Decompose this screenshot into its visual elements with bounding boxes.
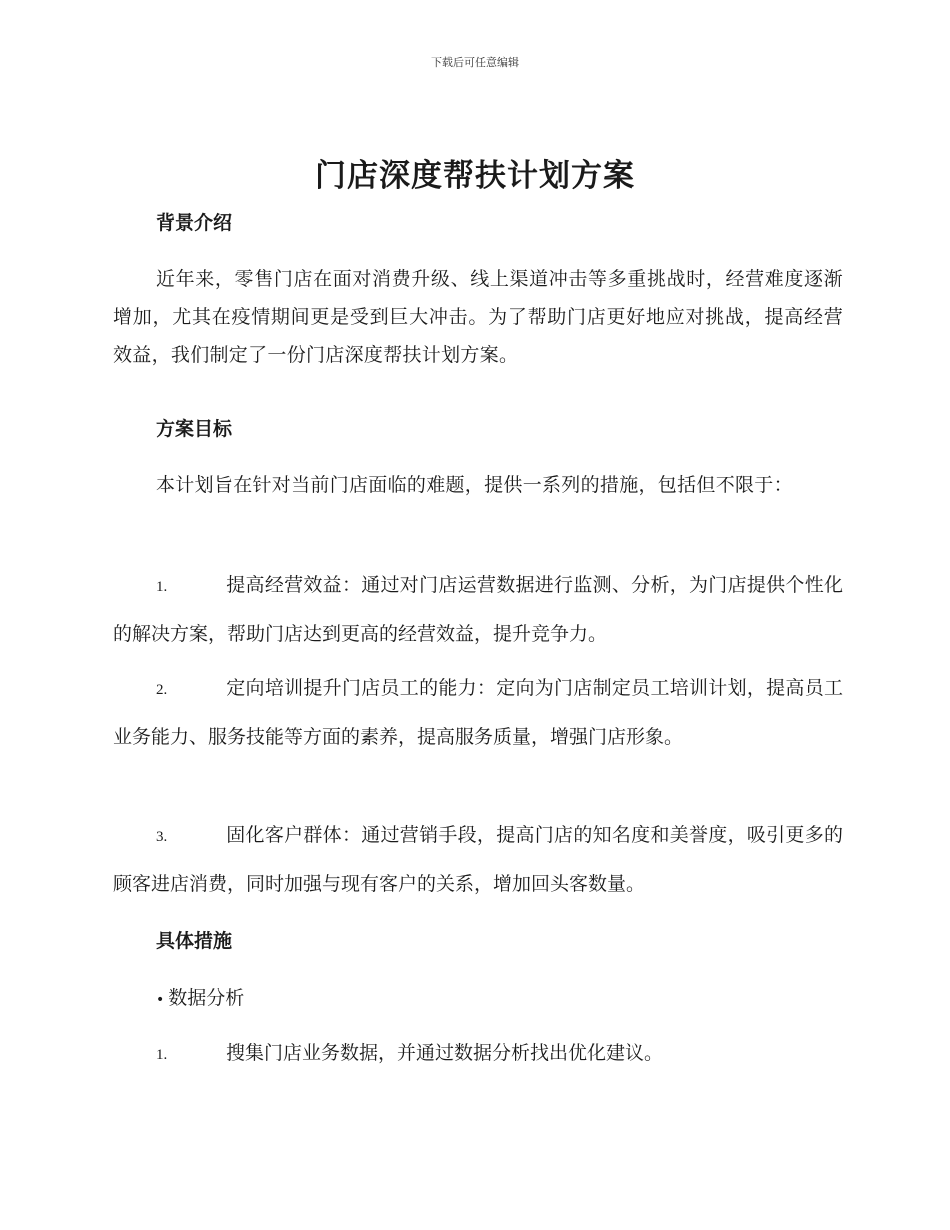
page-title: 门店深度帮扶计划方案 [315, 158, 635, 194]
goal-item-text: 固化客户群体：通过营销手段，提高门店的知名度和美誉度，吸引更多的顾客进店消费，同时加强与现有客户的关系，增加回头客数量。 [113, 824, 843, 895]
background-paragraph: 近年来，零售门店在面对消费升级、线上渠道冲击等多重挑战时，经营难度逐渐增加，尤其在疫情期间更是受到巨大冲击。为了帮助门店更好地应对挑战，提高经营效益，我们制定了一份门店深度帮扶计划方案。 [113, 268, 843, 366]
measure-item-1 [113, 1030, 843, 1079]
goal-item-1 [113, 562, 843, 658]
measure-item-number: 1. [156, 1047, 168, 1063]
goal-item-2 [113, 665, 843, 761]
goals-intro-paragraph: 本计划旨在针对当前门店面临的难题，提供一系列的措施，包括但不限于： [156, 474, 793, 496]
header-note: 下载后可任意编辑 [431, 56, 519, 69]
section-heading-goals: 方案目标 [156, 418, 233, 440]
goal-item-number: 1. [156, 579, 168, 595]
bullet-dot-icon: • [156, 992, 165, 1008]
goal-item-number: 2. [156, 682, 168, 698]
goal-item-text: 提高经营效益：通过对门店运营数据进行监测、分析，为门店提供个性化的解决方案，帮助门店达到更高的经营效益，提升竞争力。 [113, 574, 843, 645]
section-heading-background: 背景介绍 [156, 212, 233, 234]
goal-item-text: 定向培训提升门店员工的能力：定向为门店制定员工培训计划，提高员工业务能力、服务技能等方面的素养，提高服务质量，增强门店形象。 [113, 677, 843, 748]
bullet-item-data-analysis [156, 983, 244, 1010]
goal-item-3 [113, 812, 843, 908]
section-heading-measures: 具体措施 [156, 930, 233, 952]
measure-item-text: 搜集门店业务数据，并通过数据分析找出优化建议。 [226, 1042, 664, 1064]
goal-item-number: 3. [156, 829, 168, 845]
bullet-item-label: 数据分析 [168, 987, 245, 1009]
